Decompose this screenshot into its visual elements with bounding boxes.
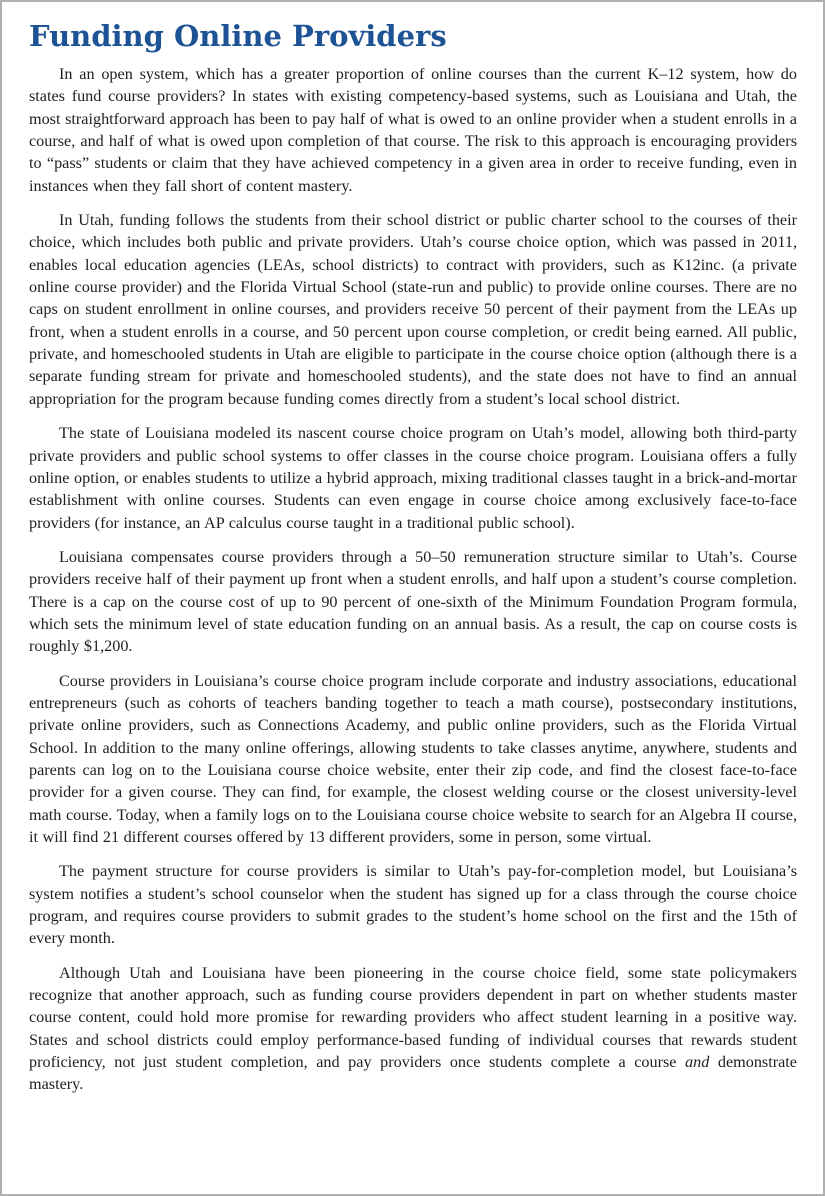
paragraph-open-system: In an open system, which has a greater proportion of online courses than the current K–12 system, how do states fund course providers? In states with existing competency-based systems, such as Louisiana and Utah, the most straightforward approach has been to pay half of what is owed to an online provider when a student enrolls in a course, and half of what is owed upon completion of that course. The risk to this approach is encouraging providers to “pass” students or claim that they have achieved competency in a given area in order to receive funding, even in instances when they fall short of content mastery. [29,65,797,195]
page-title: Funding Online Providers [29,19,447,53]
paragraph-course-providers: Course providers in Louisiana’s course choice program include corporate and industry associations, educational entrepreneurs (such as cohorts of teachers banding together to teach a math course), postsecondary institutions, private online providers, such as Connections Academy, and public online providers, such as the Florida Virtual School. In addition to the many online offerings, allowing students to take classes anytime, anywhere, students and parents can log on to the Louisiana course choice website, enter their zip code, and find the closest face-to-face provider for a given course. They can find, for example, the closest welding course or the closest university-level math course. Today, when a family logs on to the Louisiana course choice website to search for an Algebra II course, it will find 21 different courses offered by 13 different providers, some in person, some virtual. [29,671,797,846]
paragraph-payment-structure: The payment structure for course providers is similar to Utah’s pay-for-completion model, but Louisiana’s system notifies a student’s school counselor when the student has signed up for a class through the course choice program, and requires course providers to submit grades to the student’s home school on the first and the 15th of every month. [29,862,797,948]
paragraph-performance-funding-end: demonstrate mastery. [29,1053,797,1094]
paragraph-performance-funding [29,962,797,1096]
paragraph-utah-funding: In Utah, funding follows the students from their school district or public charter school to the courses of their choice, which includes both public and private providers. Utah’s course choice option, which was passed in 2011, enables local education agencies (LEAs, school districts) to contract with providers, such as K12inc. (a private online course provider) and the Florida Virtual School (state-run and public) to provide online courses. There are no caps on student enrollment in online courses, and providers receive 50 percent of their payment from the LEAs up front, when a student enrolls in a course, and 50 percent upon course completion, or credit being earned. All public, private, and homeschooled students in Utah are eligible to participate in the course choice option (although there is a separate funding stream for private and homeschooled students), and the state does not have to find an annual appropriation for the program because funding comes directly from a student’s local school district. [29,211,797,408]
italic-and: and [685,1053,710,1072]
paragraph-louisiana-compensation: Louisiana compensates course providers through a 50–50 remuneration structure similar to Utah’s. Course providers receive half of their payment up front when a student enrolls, and half upon a student’s course completion. There is a cap on the course cost of up to 90 percent of one-sixth of the Minimum Foundation Program formula, which sets the minimum level of state education funding on an annual basis. As a result, the cap on course costs is roughly $1,200. [29,547,797,656]
paragraph-performance-funding-text: Although Utah and Louisiana have been pioneering in the course choice field, some state policymakers recognize that another approach, such as funding course providers dependent in part on whether students master course content, could hold more promise for rewarding providers who affect student learning in a positive way. States and school districts could employ performance-based funding of individual courses that rewards student proficiency, not just student completion, and pay providers once students complete a course [29,963,797,1072]
paragraph-louisiana-model: The state of Louisiana modeled its nascent course choice program on Utah’s model, allowing both third-party private providers and public school systems to offer classes in the course choice program. Louisiana offers a fully online option, or enables students to utilize a hybrid approach, mixing traditional classes taught in a brick-and-mortar establishment with online courses. Students can even engage in course choice among exclusively face-to-face providers (for instance, an AP calculus course taught in a traditional public school). [29,424,797,532]
